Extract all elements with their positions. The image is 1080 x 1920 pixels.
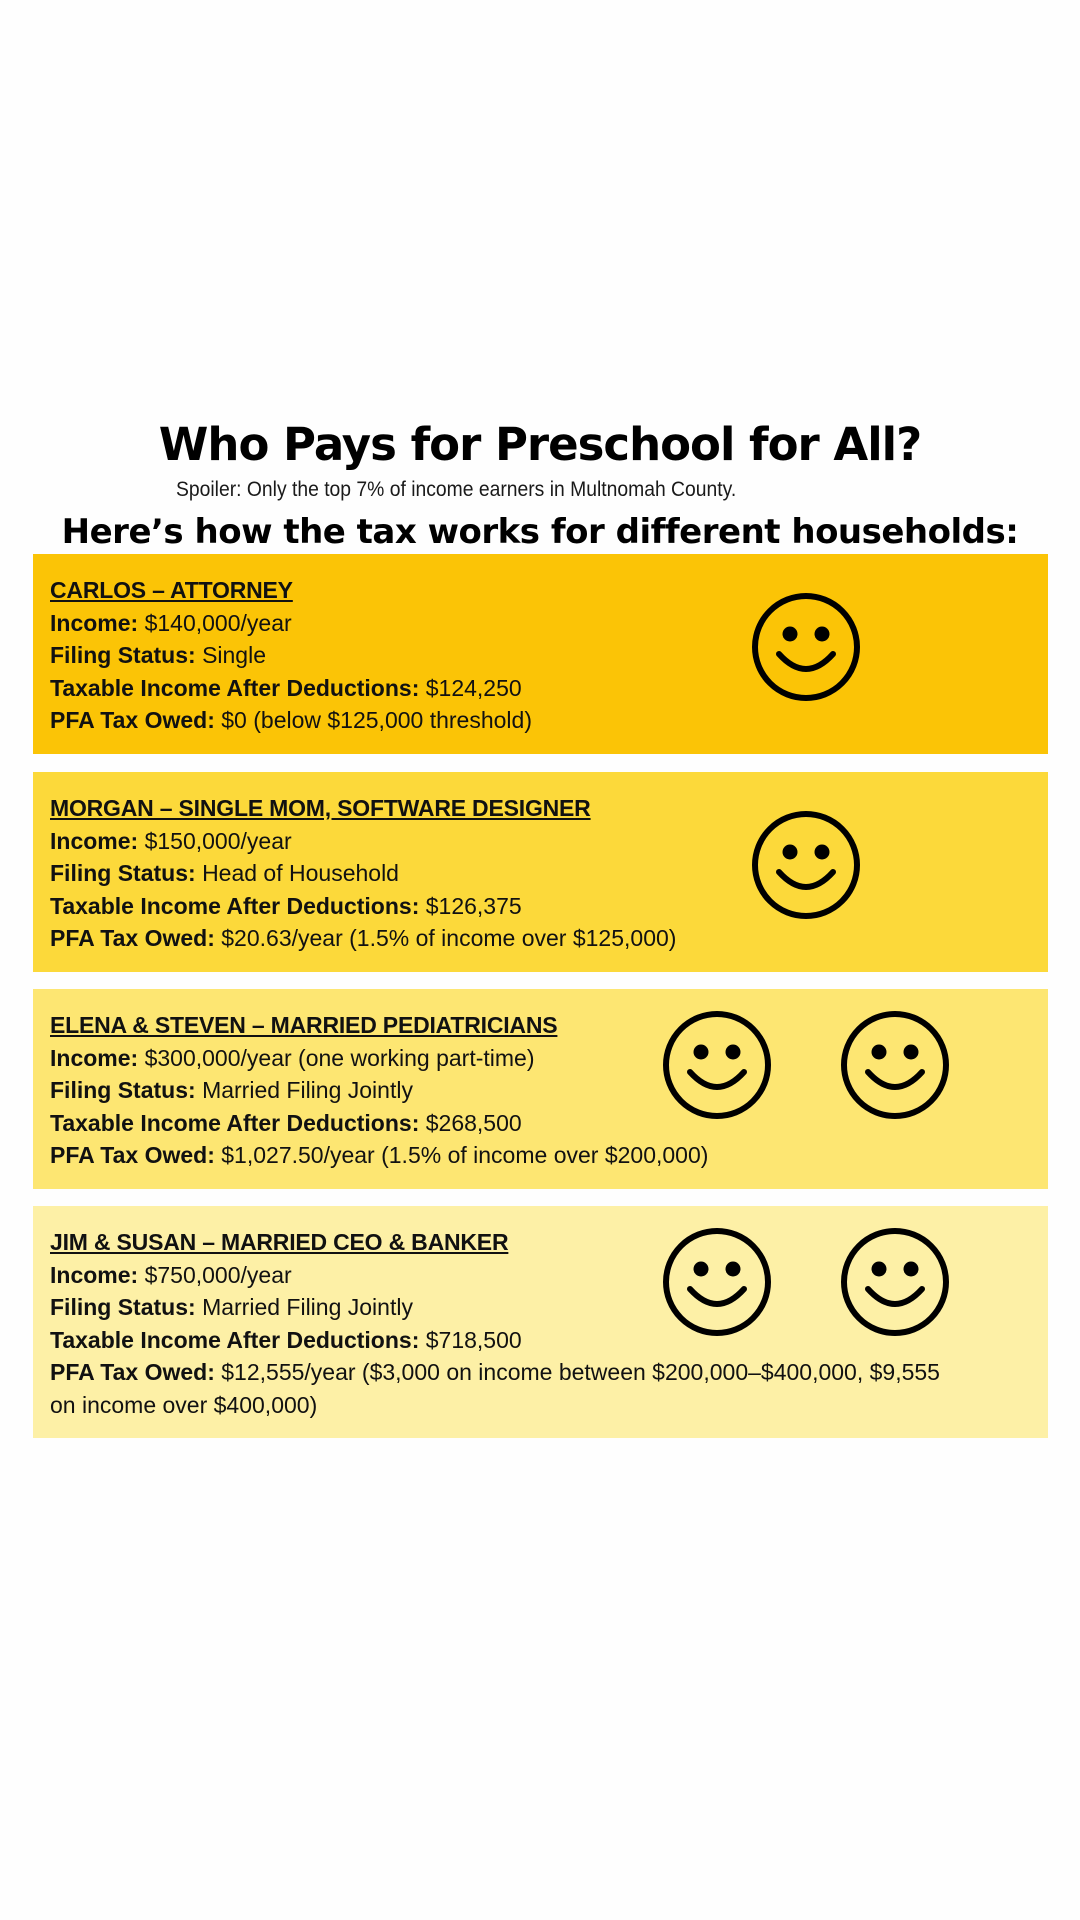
household-card-elena-steven [33,989,1048,1189]
taxable-income-value: $126,375 [425,892,522,919]
smiley-face-icon [751,592,861,702]
income-row [50,607,532,640]
income-row [50,1259,950,1292]
taxable-income-value: $124,250 [425,674,522,701]
tax-owed-value: $20.63/year (1.5% of income over $125,000) [221,925,677,951]
filing-status-row [50,1291,950,1324]
tax-owed-label: PFA Tax Owed: [50,707,215,733]
filing-status-label: Filing Status: [50,1294,196,1320]
income-value: $750,000/year [144,1261,292,1288]
taxable-income-row [50,890,676,923]
smiley-face-icon [840,1227,950,1337]
household-name: MORGAN – SINGLE MOM, SOFTWARE DESIGNER [50,795,591,821]
income-value: $140,000/year [144,609,292,636]
tax-owed-value: $1,027.50/year (1.5% of income over $200,000) [221,1142,709,1168]
tax-owed-label: PFA Tax Owed: [50,1142,215,1168]
income-label: Income: [50,1261,139,1288]
household-name: CARLOS – ATTORNEY [50,577,293,603]
household-details [50,574,532,737]
page-subtitle: Spoiler: Only the top 7% of income earners in Multnomah County. [176,478,737,501]
filing-status-label: Filing Status: [50,860,196,886]
filing-status-value: Married Filing Jointly [202,1077,413,1103]
page-title: Who Pays for Preschool for All? [158,418,922,471]
taxable-income-label: Taxable Income After Deductions: [50,1109,420,1136]
income-row [50,825,676,858]
section-heading: Here’s how the tax works for different households: [61,512,1019,552]
smiley-face-icon [751,810,861,920]
income-label: Income: [50,827,139,854]
tax-owed-row [50,1356,950,1421]
taxable-income-label: Taxable Income After Deductions: [50,674,420,701]
tax-owed-label: PFA Tax Owed: [50,1359,215,1385]
household-details [50,792,676,955]
filing-status-row [50,1074,708,1107]
taxable-income-value: $718,500 [425,1326,522,1353]
household-name: ELENA & STEVEN – MARRIED PEDIATRICIANS [50,1012,558,1038]
smiley-face-icon [840,1010,950,1120]
tax-owed-row [50,1139,708,1172]
household-card-carlos [33,554,1048,754]
tax-owed-value: $0 (below $125,000 threshold) [221,707,532,733]
household-card-jim-susan [33,1206,1048,1438]
filing-status-row [50,639,532,672]
taxable-income-label: Taxable Income After Deductions: [50,892,420,919]
smiley-face-icon [662,1227,772,1337]
tax-owed-label: PFA Tax Owed: [50,925,215,951]
income-label: Income: [50,1044,139,1071]
filing-status-label: Filing Status: [50,642,196,668]
tax-owed-value: $12,555/year ($3,000 on income between $200,000–$400,000, $9,555 on income over $400,000) [50,1359,940,1418]
filing-status-label: Filing Status: [50,1077,196,1103]
household-details [50,1226,950,1421]
household-card-morgan [33,772,1048,972]
smiley-face-icon [662,1010,772,1120]
filing-status-value: Married Filing Jointly [202,1294,413,1320]
income-value: $300,000/year (one working part-time) [144,1044,535,1071]
household-details [50,1009,708,1172]
tax-owed-row [50,704,532,737]
taxable-income-row [50,672,532,705]
filing-status-row [50,857,676,890]
taxable-income-row [50,1107,708,1140]
income-row [50,1042,708,1075]
filing-status-value: Single [202,642,266,668]
income-label: Income: [50,609,139,636]
household-name: JIM & SUSAN – MARRIED CEO & BANKER [50,1229,509,1255]
income-value: $150,000/year [144,827,292,854]
taxable-income-value: $268,500 [425,1109,522,1136]
filing-status-value: Head of Household [202,860,399,886]
taxable-income-label: Taxable Income After Deductions: [50,1326,420,1353]
taxable-income-row [50,1324,950,1357]
tax-owed-row [50,922,676,955]
